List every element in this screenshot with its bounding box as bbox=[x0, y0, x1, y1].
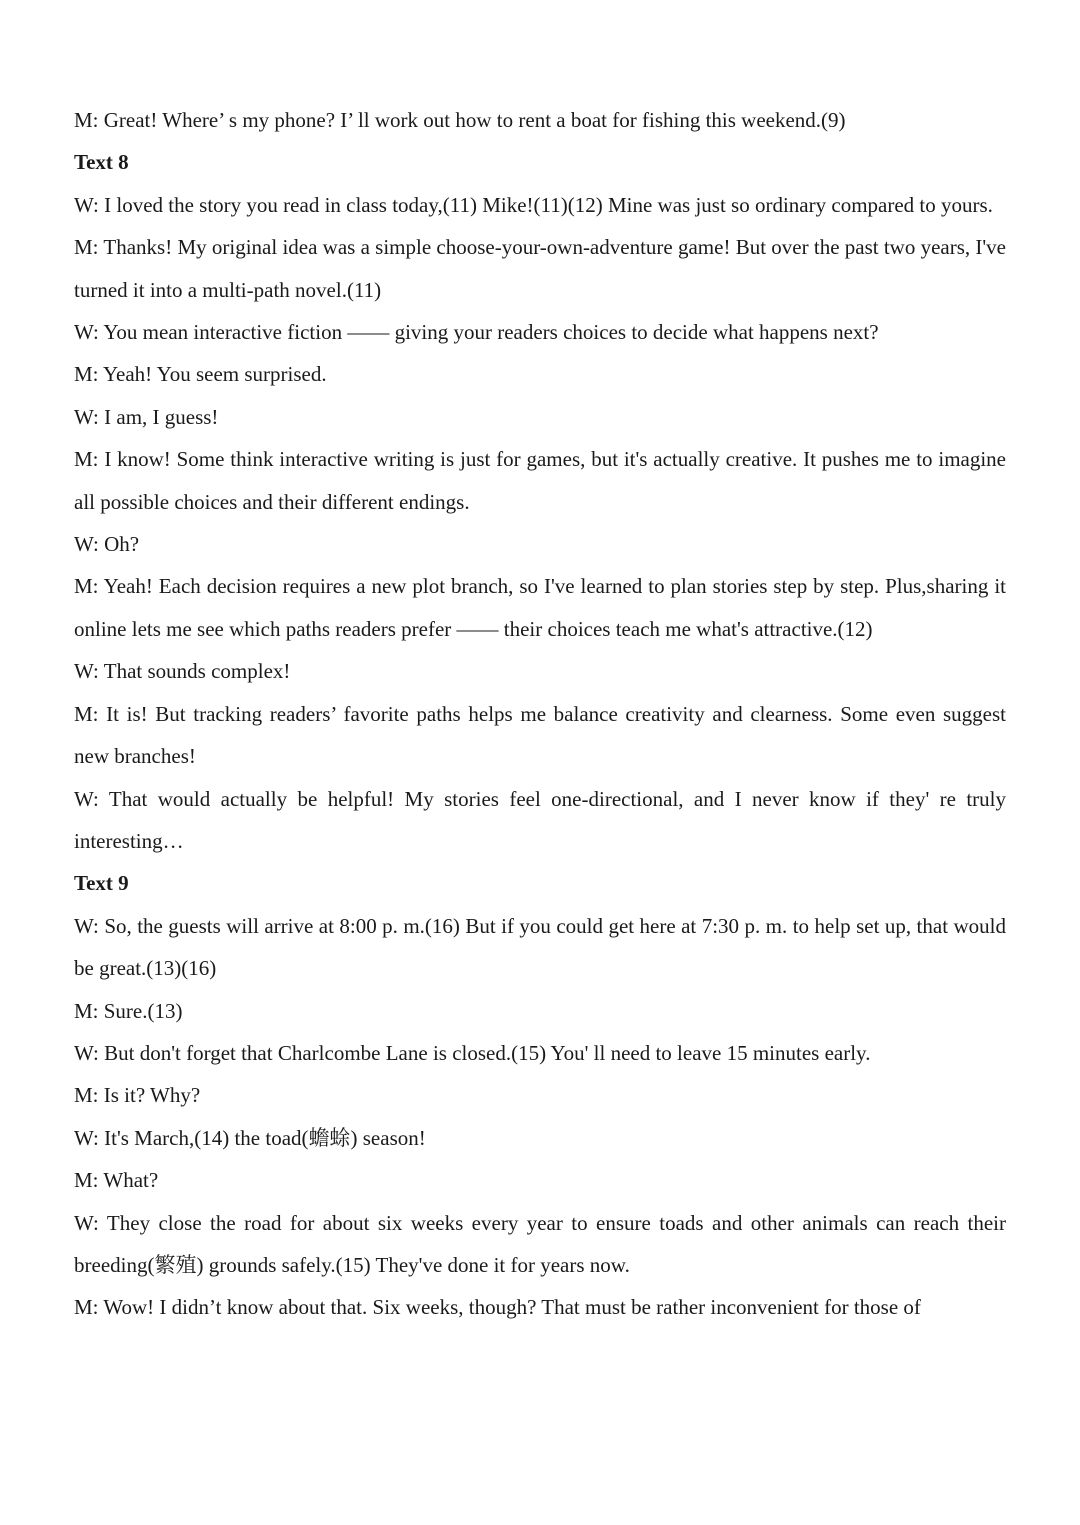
dialogue-line: W: Oh? bbox=[74, 532, 140, 557]
dialogue-line: W: But don't forget that Charlcombe Lane is closed.(15) You' ll need to leave 15 minutes early. bbox=[74, 1040, 871, 1065]
dialogue-line: W: They close the road for about six weeks every year to ensure toads and other animals can reach their breeding(繁殖) grounds safely.(15) They've done it for years now. bbox=[74, 1210, 1006, 1277]
section-heading: Text 9 bbox=[74, 871, 129, 896]
dialogue-line: M: I know! Some think interactive writing is just for games, but it's actually creative. It pushes me to imagine all possible choices and their different endings. bbox=[74, 447, 1006, 514]
dialogue-line: W: That would actually be helpful! My stories feel one-directional, and I never know if they' re truly interesting… bbox=[74, 786, 1006, 853]
dialogue-line: W: I loved the story you read in class today,(11) Mike!(11)(12) Mine was just so ordinary compared to yours. bbox=[74, 192, 993, 217]
dialogue-line: M: Is it? Why? bbox=[74, 1083, 201, 1108]
dialogue-line: M: Thanks! My original idea was a simple choose-your-own-adventure game! But over the past two years, I've turned it into a multi-path novel.(11) bbox=[74, 235, 1006, 302]
section-heading: Text 8 bbox=[74, 150, 129, 175]
dialogue-line: W: It's March,(14) the toad(蟾蜍) season! bbox=[74, 1125, 426, 1150]
dialogue-line: M: Yeah! Each decision requires a new plot branch, so I've learned to plan stories step by step. Plus,sharing it online lets me see which paths readers prefer —— their choices teach me what's attractive.(12) bbox=[74, 574, 1006, 641]
dialogue-line: M: What? bbox=[74, 1168, 159, 1193]
document-page bbox=[74, 99, 1006, 1329]
dialogue-line: W: So, the guests will arrive at 8:00 p. m.(16) But if you could get here at 7:30 p. m. to help set up, that would be great.(13)(16) bbox=[74, 913, 1006, 981]
dialogue-line: W: I am, I guess! bbox=[74, 404, 219, 429]
dialogue-line: M: Great! Where’ s my phone? I’ ll work out how to rent a boat for fishing this weekend.(9) bbox=[74, 108, 846, 132]
dialogue-line: M: Wow! I didn’t know about that. Six weeks, though? That must be rather inconvenient for those of bbox=[74, 1295, 921, 1320]
dialogue-line: M: Sure.(13) bbox=[74, 998, 183, 1023]
dialogue-line: M: Yeah! You seem surprised. bbox=[74, 362, 327, 387]
dialogue-line: M: It is! But tracking readers’ favorite paths helps me balance creativity and clearness. Some even suggest new branches! bbox=[74, 701, 1006, 769]
dialogue-line: W: You mean interactive fiction —— giving your readers choices to decide what happens next? bbox=[74, 320, 879, 345]
dialogue-line: W: That sounds complex! bbox=[74, 659, 291, 684]
